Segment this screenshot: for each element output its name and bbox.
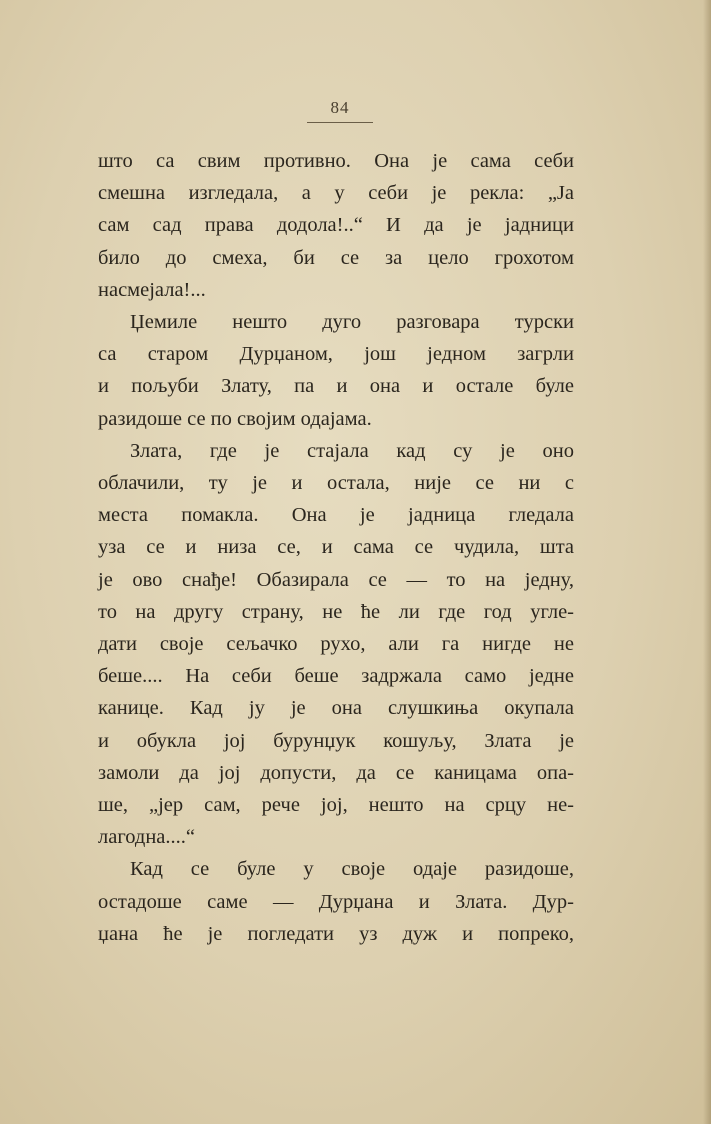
- text-line: замоли да јој допусти, да се каницама опа-: [98, 761, 574, 784]
- text-line: места помакла. Она је јадница гледала: [98, 504, 574, 527]
- text-line: облачили, ту је и остала, није се ни с: [98, 472, 574, 495]
- text-line: је ово снађе! Обазирала се — то на једну,: [98, 568, 574, 591]
- text-line: Злата, где је стајала кад су је оно: [130, 439, 574, 462]
- text-line: лагодна....“: [98, 826, 195, 849]
- text-line: што са свим противно. Она је сама себи: [98, 150, 574, 172]
- text-line: уза се и низа се, и сама се чудила, шта: [98, 536, 574, 559]
- text-line: насмејала!...: [98, 278, 206, 301]
- text-line: то на другу страну, не ће ли где год угле-: [98, 600, 574, 623]
- text-line: разидоше се по својим одајама.: [98, 407, 372, 430]
- page-number: 84: [330, 98, 350, 117]
- text-line: ше, „јер сам, рече јој, нешто на срцу не-: [98, 794, 574, 817]
- header-rule: [307, 122, 373, 123]
- text-line: и обукла јој бурунџук кошуљу, Злата је: [98, 729, 574, 752]
- page-header: [300, 98, 380, 123]
- text-line: остадоше саме — Дурџана и Злата. Дур-: [98, 890, 574, 913]
- text-line: беше.... На себи беше задржала само једне: [98, 665, 574, 688]
- text-line: било до смеха, би се за цело грохотом: [98, 246, 574, 269]
- text-line: џана ће је погледати уз дуж и попреко,: [98, 922, 574, 945]
- text-line: са старом Дурџаном, још једном загрли: [98, 343, 574, 366]
- text-line: и пољуби Злату, па и она и остале буле: [98, 375, 574, 398]
- page-body-text: [98, 145, 574, 950]
- text-line: сам сад права додола!..“ И да је јадници: [98, 214, 574, 237]
- text-line: канице. Кад ју је она слушкиња окупала: [98, 697, 574, 720]
- text-line: смешна изгледала, а у себи је рекла: „Ја: [98, 182, 574, 205]
- text-line: Кад се буле у своје одаје разидоше,: [130, 858, 574, 881]
- page-edge-shadow: [703, 0, 711, 1124]
- text-line: Џемиле нешто дуго разговара турски: [130, 311, 574, 334]
- text-line: дати своје сељачко рухо, али га нигде не: [98, 633, 574, 656]
